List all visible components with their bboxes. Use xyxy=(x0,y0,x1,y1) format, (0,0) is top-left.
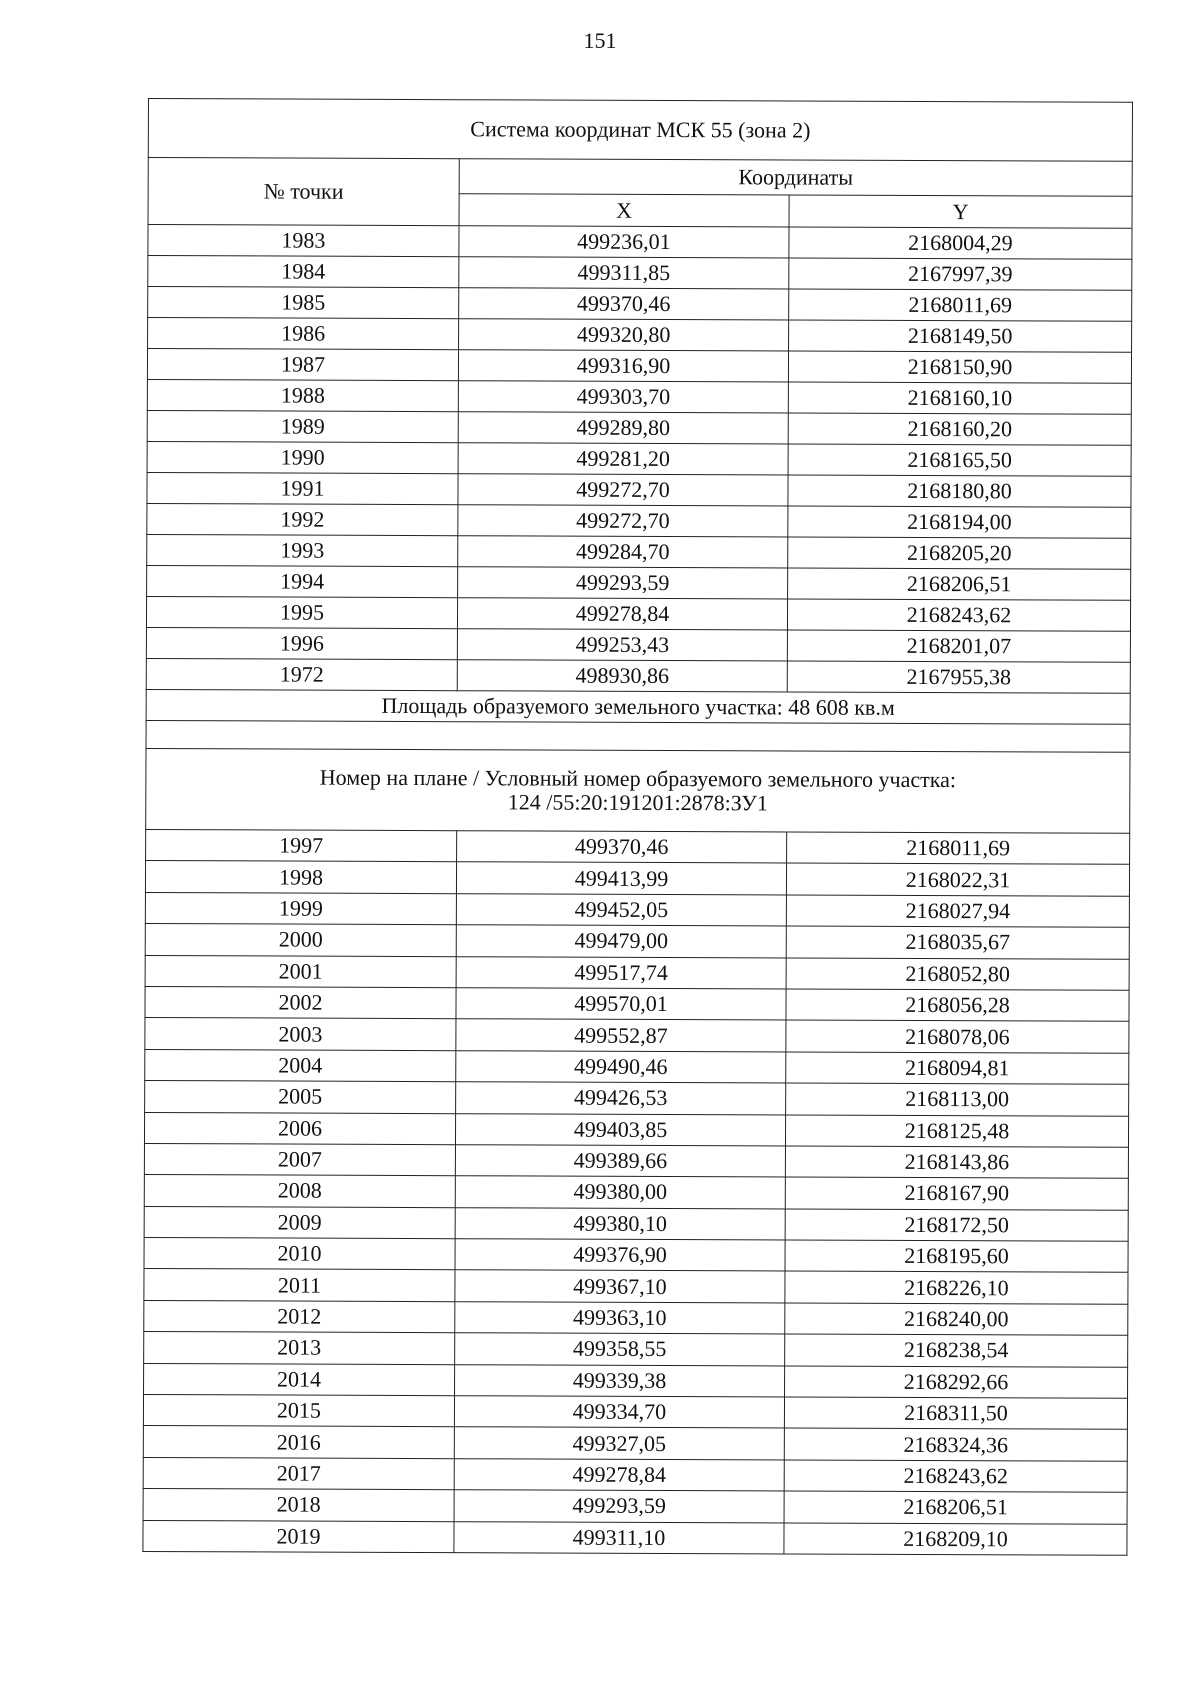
x-coordinate-cell: 499367,10 xyxy=(455,1270,785,1303)
point-number-cell: 1990 xyxy=(147,441,458,473)
y-coordinate-cell: 2168206,51 xyxy=(784,1491,1127,1524)
y-coordinate-cell: 2168052,80 xyxy=(786,958,1129,991)
x-coordinate-cell: 499358,55 xyxy=(455,1333,785,1366)
point-number-cell: 1986 xyxy=(148,318,459,350)
point-number-cell: 2009 xyxy=(144,1206,455,1239)
y-coordinate-cell: 2168206,51 xyxy=(788,568,1131,600)
blank-cell xyxy=(146,720,1130,752)
table-row xyxy=(145,861,1129,896)
point-number-cell: 2015 xyxy=(143,1395,454,1428)
coordinates-table xyxy=(142,98,1133,1556)
y-coordinate-cell: 2168311,50 xyxy=(784,1397,1127,1430)
x-coordinate-cell: 499311,85 xyxy=(459,257,789,289)
table-row xyxy=(145,986,1129,1021)
y-coordinate-cell: 2168094,81 xyxy=(786,1052,1129,1085)
point-number-cell: 1999 xyxy=(145,892,456,925)
y-coordinate-cell: 2168205,20 xyxy=(788,537,1131,569)
y-coordinate-cell: 2168027,94 xyxy=(786,895,1129,928)
point-number-cell: 1983 xyxy=(148,225,459,257)
x-coordinate-cell: 499278,84 xyxy=(454,1458,784,1491)
y-coordinate-cell: 2168004,29 xyxy=(789,227,1132,259)
point-number-cell: 1989 xyxy=(147,410,458,442)
y-coordinate-cell: 2168160,10 xyxy=(788,382,1131,414)
x-coordinate-cell: 499293,59 xyxy=(458,567,788,599)
x-coordinate-cell: 499316,90 xyxy=(458,350,788,382)
coordinates-header: Координаты xyxy=(459,159,1132,197)
area-text: Площадь образуемого земельного участка: 48 608 кв.м xyxy=(146,689,1130,724)
y-coordinate-cell: 2168226,10 xyxy=(785,1271,1128,1304)
x-coordinate-cell: 499334,70 xyxy=(454,1396,784,1429)
y-coordinate-cell: 2168172,50 xyxy=(785,1209,1128,1242)
table-row xyxy=(145,1081,1129,1116)
table-row xyxy=(147,349,1131,384)
x-coordinate-cell: 499413,99 xyxy=(456,862,786,895)
table-row xyxy=(145,924,1129,959)
table-row xyxy=(146,658,1130,693)
table-row xyxy=(144,1269,1128,1304)
x-coordinate-cell: 499389,66 xyxy=(455,1145,785,1178)
header-row xyxy=(148,158,1132,197)
point-number-header: № точки xyxy=(148,158,459,226)
x-coordinate-cell: 499370,46 xyxy=(459,288,789,320)
x-coordinate-cell: 499320,80 xyxy=(459,319,789,351)
y-coordinate-cell: 2168201,07 xyxy=(787,630,1130,662)
x-coordinate-cell: 499284,70 xyxy=(458,536,788,568)
y-coordinate-cell: 2168011,69 xyxy=(787,832,1130,865)
x-coordinate-cell: 499281,20 xyxy=(458,443,788,475)
table-row xyxy=(144,1238,1128,1273)
point-number-cell: 1988 xyxy=(147,379,458,411)
point-number-cell: 1996 xyxy=(146,627,457,659)
coordinate-system-title: Система координат МСК 55 (зона 2) xyxy=(148,99,1132,162)
table-row xyxy=(147,472,1131,507)
x-coordinate-cell: 499370,46 xyxy=(457,831,787,864)
point-number-cell: 2002 xyxy=(145,986,456,1019)
table-row xyxy=(144,1300,1128,1335)
point-number-cell: 1991 xyxy=(147,472,458,504)
x-coordinate-cell: 499376,90 xyxy=(455,1239,785,1272)
point-number-cell: 1998 xyxy=(145,861,456,894)
point-number-cell: 2001 xyxy=(145,955,456,988)
y-coordinate-cell: 2168125,48 xyxy=(785,1114,1128,1147)
table-row xyxy=(143,1520,1127,1555)
point-number-cell: 2011 xyxy=(144,1269,455,1302)
x-coordinate-cell: 499380,10 xyxy=(455,1207,785,1240)
point-number-cell: 2016 xyxy=(143,1426,454,1459)
point-number-cell: 2014 xyxy=(144,1363,455,1396)
plan-number-value: 124 /55:20:191201:2878:ЗУ1 xyxy=(507,789,768,816)
table-row xyxy=(148,256,1132,291)
y-coordinate-cell: 2168150,90 xyxy=(788,351,1131,383)
point-number-cell: 1984 xyxy=(148,256,459,288)
y-coordinate-cell: 2168022,31 xyxy=(786,863,1129,896)
y-coordinate-cell: 2168113,00 xyxy=(786,1083,1129,1116)
table-row xyxy=(147,441,1131,476)
y-coordinate-cell: 2168209,10 xyxy=(784,1523,1127,1556)
y-coordinate-cell: 2168143,86 xyxy=(785,1146,1128,1179)
x-coordinate-cell: 499479,00 xyxy=(456,925,786,958)
point-number-cell: 2018 xyxy=(143,1489,454,1522)
point-number-cell: 2003 xyxy=(145,1018,456,1051)
table-row xyxy=(143,1395,1127,1430)
table-row xyxy=(143,1426,1127,1461)
area-row xyxy=(146,689,1130,724)
point-number-cell: 2000 xyxy=(145,924,456,957)
y-coordinate-cell: 2168195,60 xyxy=(785,1240,1128,1273)
point-number-cell: 1997 xyxy=(146,829,457,862)
x-coordinate-cell: 499552,87 xyxy=(456,1019,786,1052)
y-coordinate-cell: 2168194,00 xyxy=(788,506,1131,538)
y-coordinate-cell: 2168056,28 xyxy=(786,989,1129,1022)
table-row xyxy=(144,1175,1128,1210)
x-coordinate-cell: 499311,10 xyxy=(454,1521,784,1554)
x-coordinate-cell: 499517,74 xyxy=(456,956,786,989)
x-coordinate-cell: 498930,86 xyxy=(457,660,787,692)
point-number-cell: 1995 xyxy=(146,596,457,628)
table-row xyxy=(143,1457,1127,1492)
table-title-row xyxy=(148,99,1132,162)
table-row xyxy=(147,503,1131,538)
table-row xyxy=(144,1143,1128,1178)
point-number-cell: 1972 xyxy=(146,658,457,690)
y-coordinate-cell: 2168149,50 xyxy=(789,320,1132,352)
y-coordinate-cell: 2167997,39 xyxy=(789,258,1132,290)
point-number-cell: 2012 xyxy=(144,1300,455,1333)
table-row xyxy=(148,318,1132,353)
point-number-cell: 1987 xyxy=(147,349,458,381)
x-coordinate-cell: 499272,70 xyxy=(458,505,788,537)
x-coordinate-cell: 499339,38 xyxy=(455,1364,785,1397)
y-header: Y xyxy=(789,195,1132,228)
y-coordinate-cell: 2168011,69 xyxy=(789,289,1132,321)
y-coordinate-cell: 2168243,62 xyxy=(784,1460,1127,1493)
point-number-cell: 2005 xyxy=(145,1081,456,1114)
x-coordinate-cell: 499289,80 xyxy=(458,412,788,444)
table-row xyxy=(145,1049,1129,1084)
page-number: 151 xyxy=(583,28,617,53)
table-row xyxy=(146,596,1130,631)
x-coordinate-cell: 499363,10 xyxy=(455,1302,785,1335)
x-coordinate-cell: 499303,70 xyxy=(458,381,788,413)
x-coordinate-cell: 499380,00 xyxy=(455,1176,785,1209)
point-number-cell: 1992 xyxy=(147,503,458,535)
point-number-cell: 1985 xyxy=(148,287,459,319)
y-coordinate-cell: 2168160,20 xyxy=(788,413,1131,445)
y-coordinate-cell: 2168180,80 xyxy=(788,475,1131,507)
x-coordinate-cell: 499570,01 xyxy=(456,988,786,1021)
point-number-cell: 2010 xyxy=(144,1238,455,1271)
table-row xyxy=(144,1332,1128,1367)
table-row xyxy=(144,1363,1128,1398)
table-row xyxy=(147,565,1131,600)
table-row xyxy=(148,225,1132,260)
x-coordinate-cell: 499403,85 xyxy=(455,1113,785,1146)
y-coordinate-cell: 2168035,67 xyxy=(786,926,1129,959)
point-number-cell: 1993 xyxy=(147,534,458,566)
y-coordinate-cell: 2167955,38 xyxy=(787,661,1130,693)
table-row xyxy=(144,1206,1128,1241)
plan-number-row xyxy=(146,748,1130,833)
point-number-cell: 2008 xyxy=(144,1175,455,1208)
x-coordinate-cell: 499452,05 xyxy=(456,893,786,926)
table-row xyxy=(146,627,1130,662)
x-coordinate-cell: 499327,05 xyxy=(454,1427,784,1460)
point-number-cell: 2013 xyxy=(144,1332,455,1365)
table-row xyxy=(145,892,1129,927)
point-number-cell: 1994 xyxy=(147,565,458,597)
y-coordinate-cell: 2168238,54 xyxy=(785,1334,1128,1367)
blank-row xyxy=(146,720,1130,752)
y-coordinate-cell: 2168324,36 xyxy=(784,1428,1127,1461)
table-row xyxy=(143,1489,1127,1524)
point-number-cell: 2007 xyxy=(144,1143,455,1176)
point-number-cell: 2017 xyxy=(143,1457,454,1490)
y-coordinate-cell: 2168078,06 xyxy=(786,1020,1129,1053)
x-coordinate-cell: 499490,46 xyxy=(456,1050,786,1083)
point-number-cell: 2006 xyxy=(144,1112,455,1145)
table-row xyxy=(145,955,1129,990)
y-coordinate-cell: 2168243,62 xyxy=(787,599,1130,631)
x-coordinate-cell: 499293,59 xyxy=(454,1490,784,1523)
x-header: X xyxy=(459,194,789,227)
table-row xyxy=(145,1018,1129,1053)
y-coordinate-cell: 2168240,00 xyxy=(785,1303,1128,1336)
point-number-cell: 2004 xyxy=(145,1049,456,1082)
x-coordinate-cell: 499278,84 xyxy=(457,598,787,630)
table-row xyxy=(144,1112,1128,1147)
x-coordinate-cell: 499236,01 xyxy=(459,226,789,258)
x-coordinate-cell: 499253,43 xyxy=(457,629,787,661)
table-row xyxy=(146,829,1130,864)
plan-number-cell xyxy=(146,748,1130,833)
table-row xyxy=(147,379,1131,414)
y-coordinate-cell: 2168292,66 xyxy=(785,1366,1128,1399)
table-row xyxy=(147,410,1131,445)
x-coordinate-cell: 499426,53 xyxy=(456,1082,786,1115)
y-coordinate-cell: 2168167,90 xyxy=(785,1177,1128,1210)
y-coordinate-cell: 2168165,50 xyxy=(788,444,1131,476)
point-number-cell: 2019 xyxy=(143,1520,454,1553)
plan-number-label: Номер на плане / Условный номер образуемого земельного участка: xyxy=(319,764,957,793)
table-row xyxy=(147,534,1131,569)
table-row xyxy=(148,287,1132,322)
x-coordinate-cell: 499272,70 xyxy=(458,474,788,506)
